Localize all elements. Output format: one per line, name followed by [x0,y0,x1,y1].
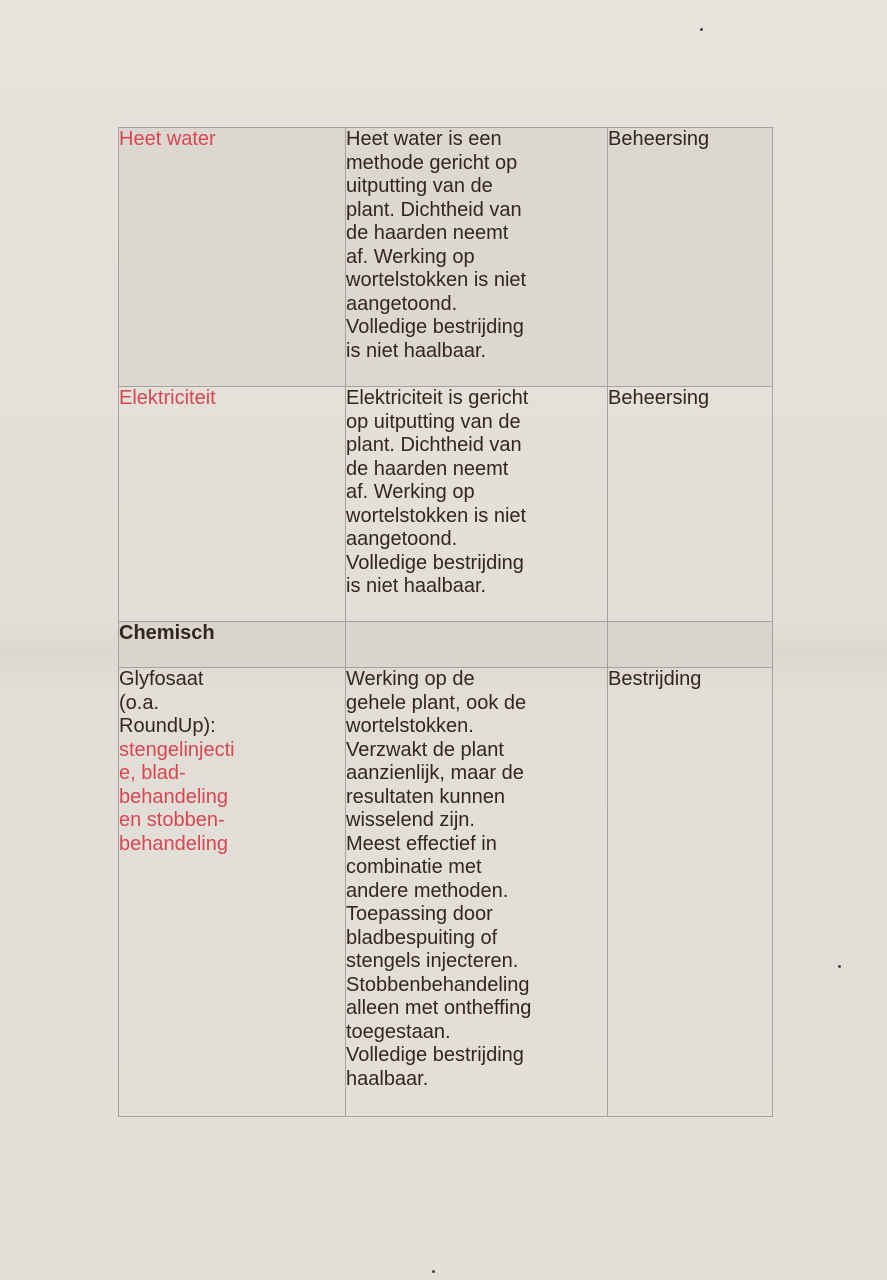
section-cell [119,622,346,668]
section-row [119,622,773,668]
empty-cell [608,622,773,668]
method-cell [119,387,346,622]
result-cell [608,668,773,1117]
paper-speck [432,1270,435,1273]
description-text: Elektriciteit is gericht op uitputting van de plant. Dichtheid van de haarden neemt af. Werking op wortelstokken is niet aangetoond. Volledige bestrijding is niet haalbaar. [346,387,529,597]
methods-table [118,127,773,1117]
description-text: Werking op de gehele plant, ook de wortelstokken. Verzwakt de plant aanzienlijk, maar de resultaten kunnen wisselend zijn. Meest effectief in combinatie met andere methoden. Toepassing door bladbespuiting of stengels injecteren. Stobbenbehandeling alleen met ontheffing toegestaan. Volledige bestrijding haalbaar. [346,668,532,1090]
paper-speck [700,28,703,31]
method-label: Heet water [119,128,216,150]
table-row [119,668,773,1117]
table-row [119,128,773,387]
method-name: Glyfosaat (o.a. RoundUp): [119,668,216,737]
description-cell [346,128,608,387]
method-cell [119,128,346,387]
method-cell [119,668,346,1117]
table-row [119,387,773,622]
result-text: Bestrijding [608,668,702,690]
method-detail: stengelinjecti e, blad- behandeling en stobben- behandeling [119,738,235,855]
description-cell [346,387,608,622]
method-label: Elektriciteit [119,387,216,409]
description-text: Heet water is een methode gericht op uitputting van de plant. Dichtheid van de haarden neemt af. Werking op wortelstokken is niet aangetoond. Volledige bestrijding is niet haalbaar. [346,128,527,362]
section-heading: Chemisch [119,622,215,644]
result-cell [608,128,773,387]
result-text: Beheersing [608,128,710,150]
paper-speck [838,965,841,968]
result-text: Beheersing [608,387,710,409]
description-cell [346,668,608,1117]
result-cell [608,387,773,622]
empty-cell [346,622,608,668]
